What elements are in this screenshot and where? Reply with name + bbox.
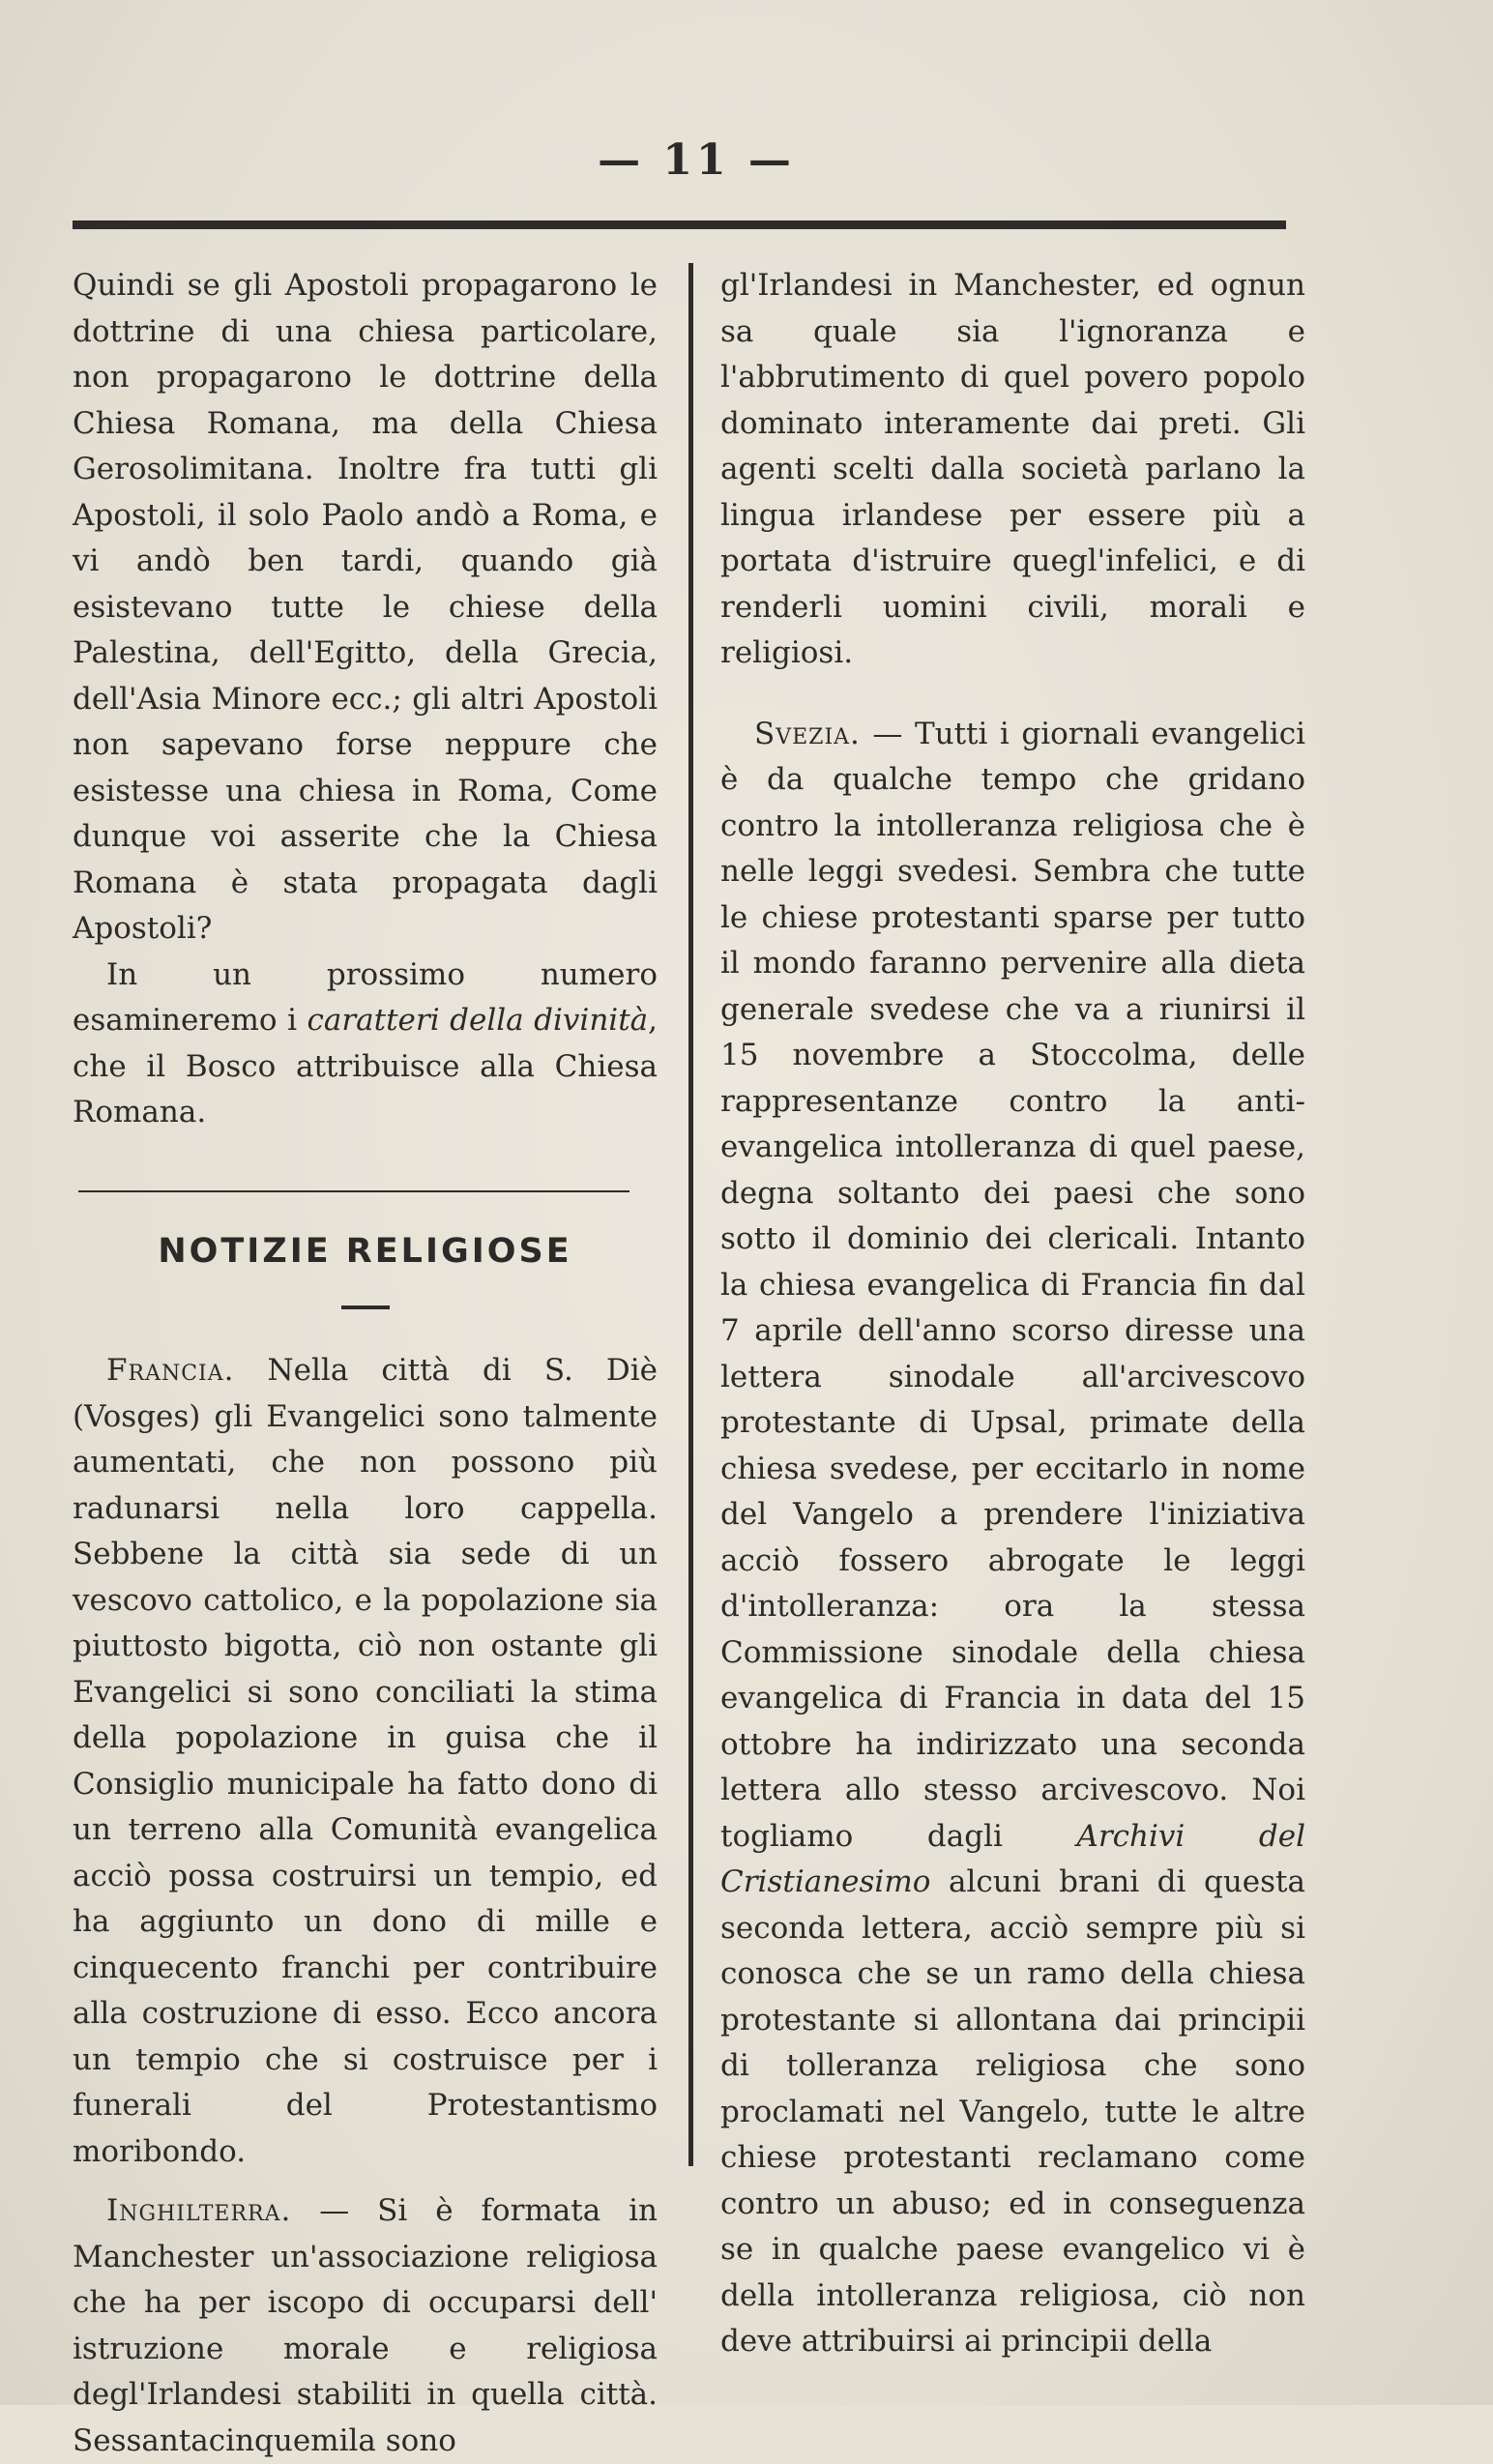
paragraph-prossimo-text-b: , che il Bosco attribuisce alla Chiesa Romana. — [73, 1003, 658, 1129]
page-number: — 11 — — [598, 135, 795, 185]
paragraph-prossimo-text-a: In un prossimo numero esamineremo i — [73, 956, 658, 1038]
news-label-inghilterra: Inghilterra. — [106, 2193, 292, 2228]
news-text-svezia-b: alcuni brani di questa seconda lettera, acciò sempre più si conosca che se un ramo della chiesa protestante si allontana dai principii di tolleranza religiosa che sono proclamati nel Vangelo, tutte le altre chiese protestanti reclamano come contro un abuso; ed in conseguenza se in qualche paese evangelico vi è della intolleranza religiosa, ciò non deve attribuirsi ai principii della — [720, 1864, 1305, 2359]
news-item-svezia — [720, 712, 1305, 2365]
news-label-svezia: Svezia. — [754, 716, 861, 751]
paragraph-apostoli: Quindi se gli Apostoli propagarono le dottrine di una chiesa particolare, non propagarono le dottrine della Chiesa Romana, ma della Chiesa Gerosolimitana. Inoltre fra tutti gli Apostoli, il solo Paolo andò a Roma, e vi andò ben tardi, quando già esistevano tutte le chiese della Palestina, dell'Egitto, della Grecia, dell'Asia Minore ecc.; gli altri Apostoli non sapevano forse neppure che esistesse una chiesa in Roma, Come dunque voi asserite che la Chiesa Romana è stata propagata dagli Apostoli? — [73, 268, 658, 946]
news-item-francia — [73, 1348, 658, 2175]
emphasis-caratteri: caratteri della divinità — [307, 1003, 649, 1038]
section-rule — [78, 1190, 629, 1192]
news-item-inghilterra — [73, 2188, 658, 2464]
news-text-francia: Nella città di S. Diè (Vosges) gli Evangelici sono talmente aumentati, che non possono più radunarsi nella loro cappella. Sebbene la città sia sede di un vescovo cattolico, e la popolazione sia piuttosto bigotta, ciò non ostante gli Evangelici si sono conciliati la stima della popolazione in guisa che il Consiglio municipale ha fatto dono di un terreno alla Comunità evangelica acciò possa costruirsi un tempio, ed ha aggiunto un dono di mille e cinquecento franchi per contribuire alla costruzione di esso. Ecco ancora un tempio che si costruisce per i funerali del Protestantismo moribondo. — [73, 1353, 658, 2169]
news-label-francia: Francia. — [106, 1353, 235, 1388]
right-column — [720, 263, 1305, 2365]
paragraph-irlandesi: gl'Irlandesi in Manchester, ed ognun sa quale sia l'ignoranza e l'abbrutimento di quel povero popolo dominato interamente dai preti. Gli agenti scelti dalla società parlano la lingua irlandese per essere più a portata d'istruire quegl'infelici, e di renderli uomini civili, morali e religiosi. — [720, 268, 1305, 670]
paragraph-prossimo-numero — [73, 953, 658, 1136]
column-divider — [688, 263, 693, 2166]
header-rule — [73, 220, 1286, 229]
emphasis-archivi: Archivi del Cristianesimo — [720, 1818, 1305, 1899]
left-column — [73, 263, 658, 2464]
news-text-svezia-a: — Tutti i giornali evangelici è da qualche tempo che gridano contro la intolleranza religiosa che è nelle leggi svedesi. Sembra che tutte le chiese protestanti sparse per tutto il mondo faranno pervenire alla dieta generale svedese che va a riunirsi il 15 novembre a Stoccolma, delle rappresentanze contro la anti-evangelica intolleranza di quel paese, degna soltanto dei paesi che sono sotto il dominio dei clericali. Intanto la chiesa evangelica di Francia fin dal 7 aprile dell'anno scorso diresse una lettera sinodale all'arcivescovo protestante di Upsal, primate della chiesa svedese, per eccitarlo in nome del Vangelo a prendere l'iniziativa acciò fossero abrogate le leggi d'intolleranza: ora la stessa Commissione sinodale della chiesa evangelica di Francia in data del 15 ottobre ha indirizzato una seconda lettera allo stesso arcivescovo. Noi togliamo dagli — [720, 716, 1305, 1854]
section-title: NOTIZIE RELIGIOSE — [158, 1231, 572, 1271]
news-text-inghilterra: — Si è formata in Manchester un'associazione religiosa che ha per iscopo di occuparsi dell' istruzione morale e religiosa degl'Irlandesi stabiliti in quella città. Sessantacinquemila sono — [73, 2193, 658, 2458]
